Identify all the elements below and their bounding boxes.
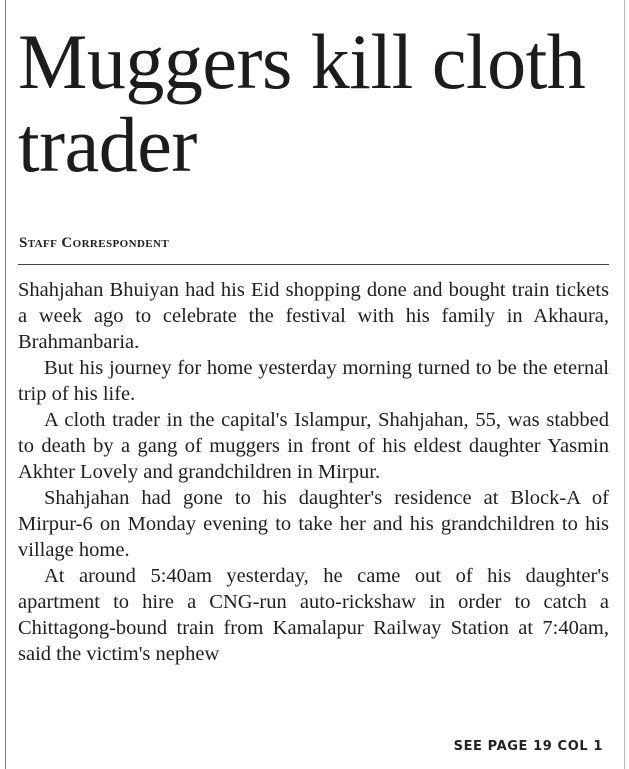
article-paragraph: At around 5:40am yesterday, he came out of his daughter's apartment to hire a CNG-run auto-rickshaw in order to catch a Chittagong-bound train from Kamalapur Railway Station at 7:40am, said the victim's nephew [18, 565, 609, 665]
article-byline: Staff Correspondent [19, 235, 170, 251]
byline-divider [18, 264, 609, 265]
column-rule-left [5, 0, 6, 769]
article-headline: Muggers kill cloth trader [18, 18, 586, 188]
continued-on-page-link[interactable]: SEE PAGE 19 COL 1 [453, 739, 603, 754]
article-body [18, 277, 609, 667]
article-paragraph: A cloth trader in the capital's Islampur, Shahjahan, 55, was stabbed to death by a gang of muggers in front of his eldest daughter Yasmin Akhter Lovely and grandchildren in Mirpur. [18, 409, 609, 483]
article-paragraph: Shahjahan had gone to his daughter's residence at Block-A of Mirpur-6 on Monday evening to take her and his grandchildren to his village home. [18, 487, 609, 561]
article-paragraph: But his journey for home yesterday morning turned to be the eternal trip of his life. [18, 357, 609, 405]
article-paragraph: Shahjahan Bhuiyan had his Eid shopping done and bought train tickets a week ago to celebrate the festival with his family in Akhaura, Brahmanbaria. [18, 279, 609, 353]
column-rule-right [624, 0, 625, 769]
